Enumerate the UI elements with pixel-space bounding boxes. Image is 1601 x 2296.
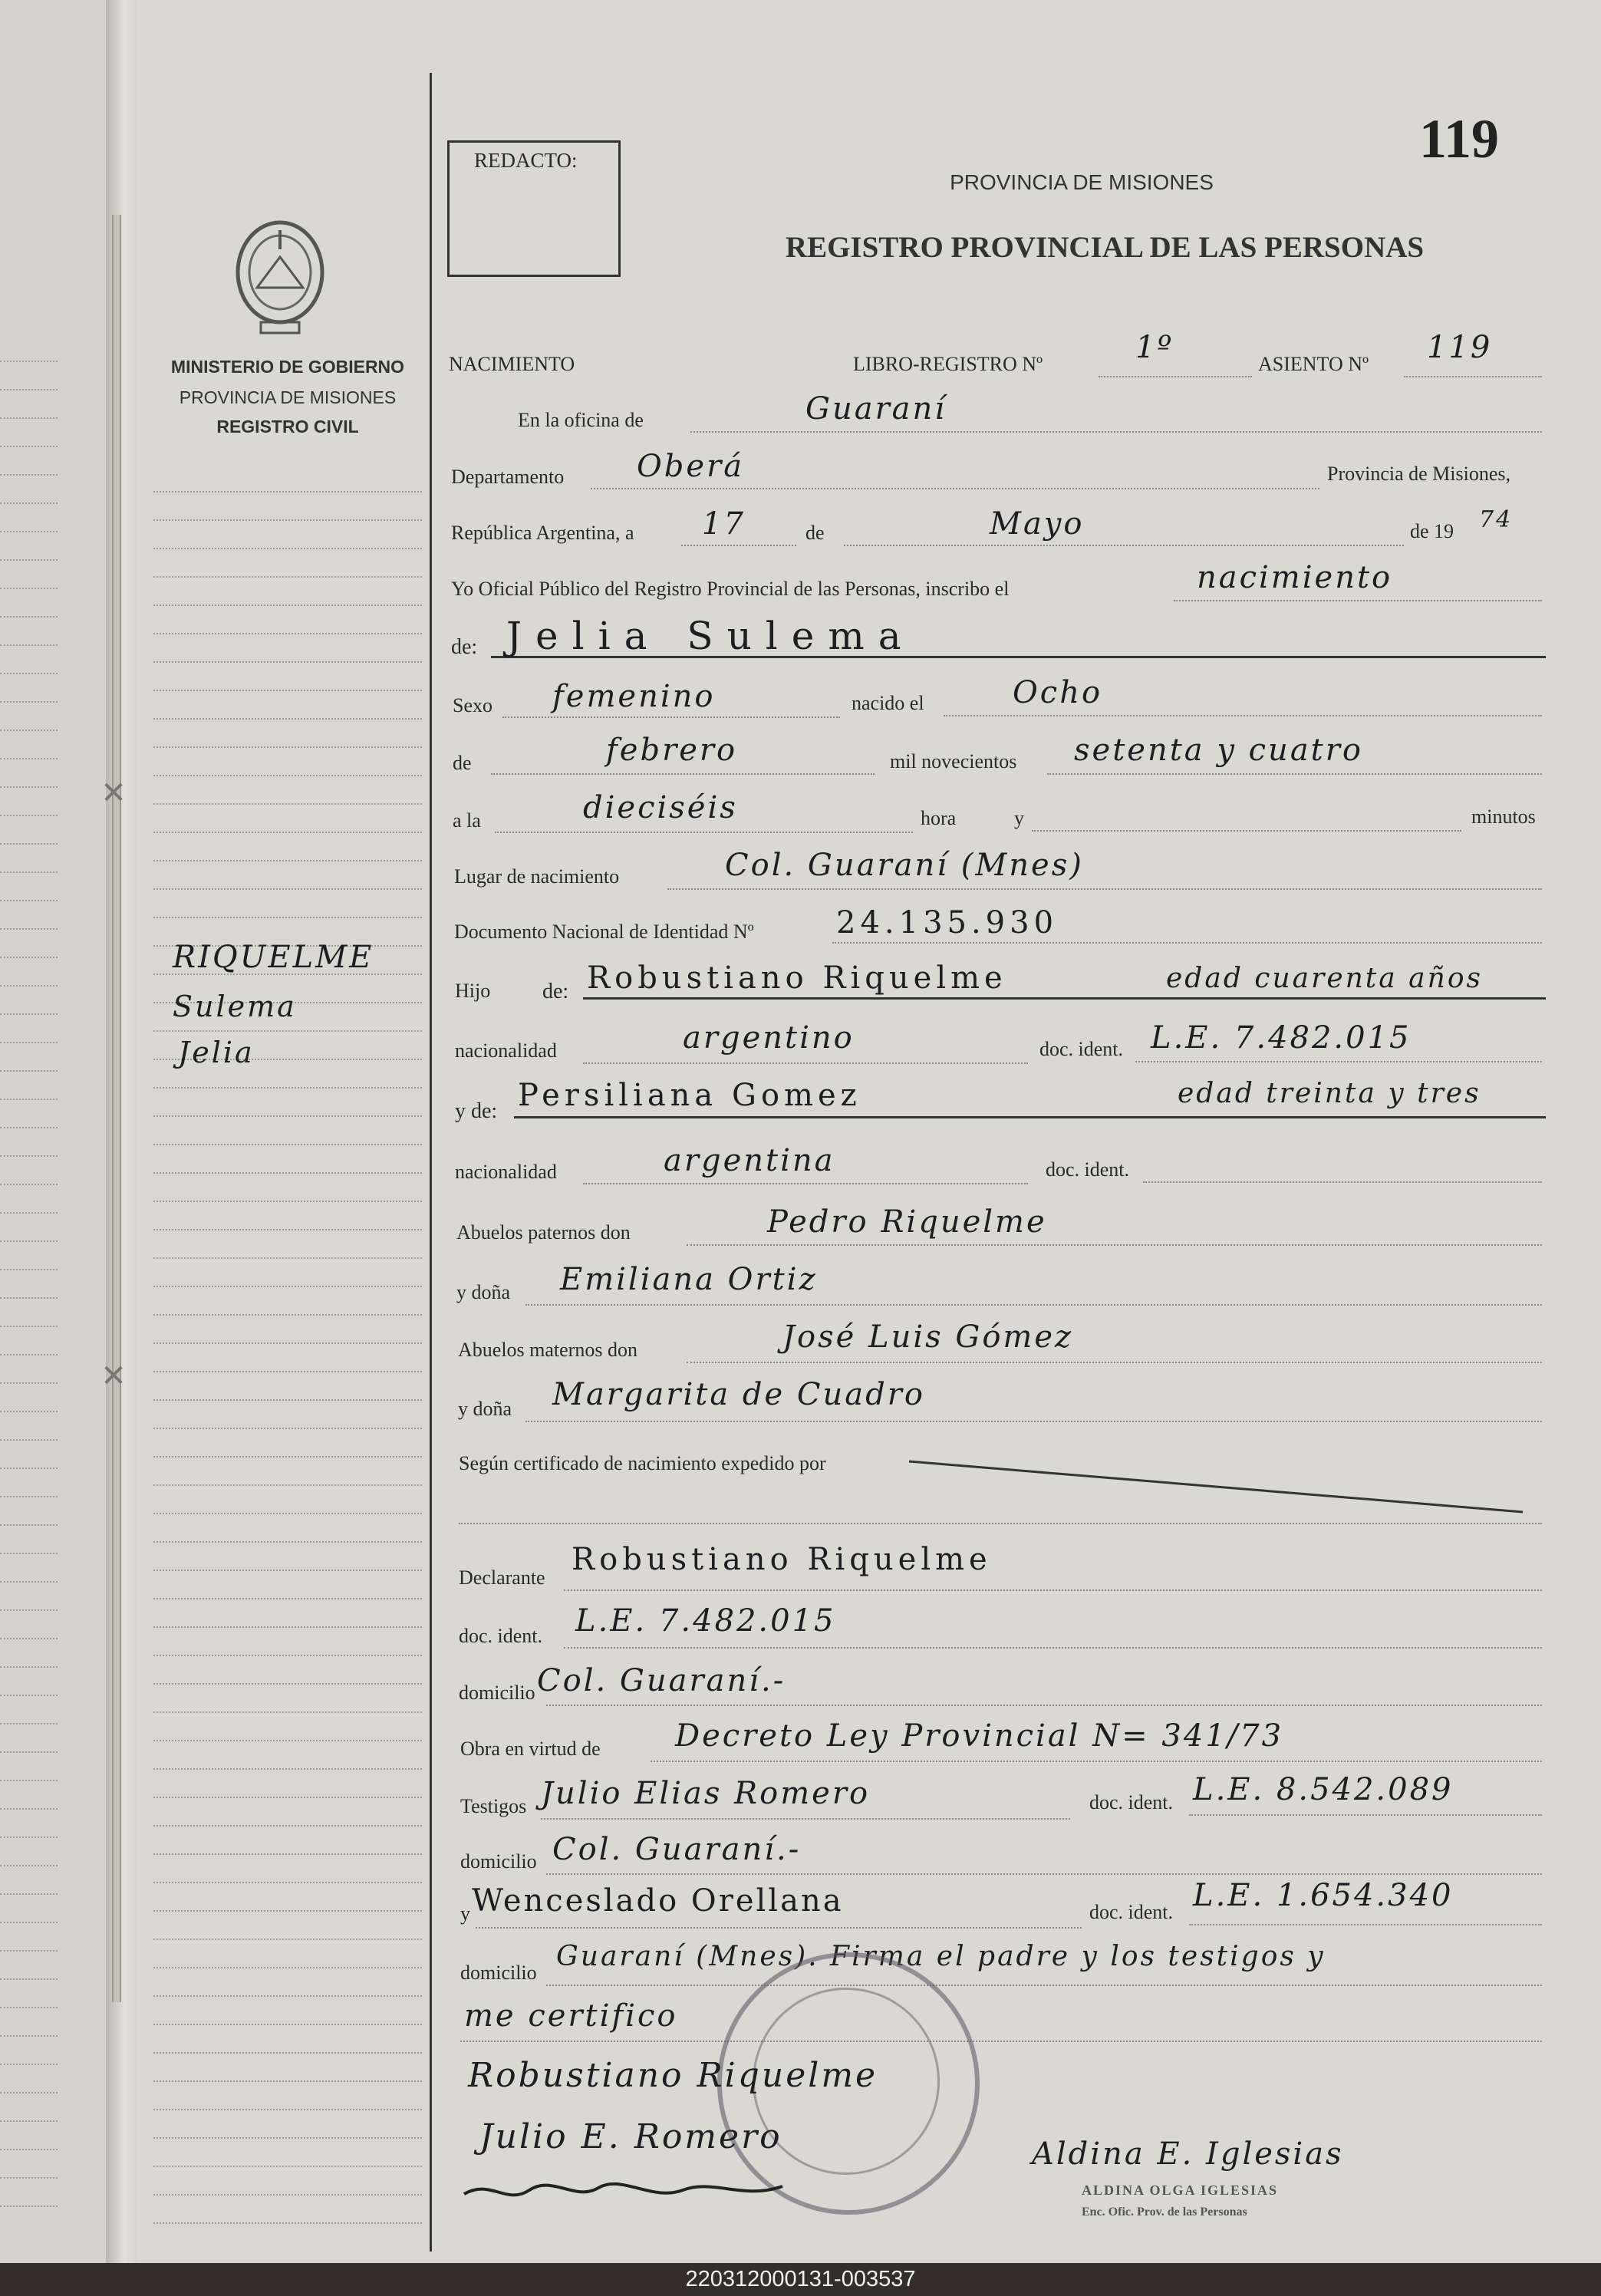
- asiento-value: 119: [1427, 330, 1493, 365]
- left-page-ruled-line: [0, 1070, 58, 1072]
- domicilio-t2-dots: [546, 1985, 1542, 1986]
- left-page-ruled-line: [0, 502, 58, 504]
- abuela-pat-value: Emiliana Ortiz: [560, 1262, 818, 1297]
- abuelo-mat-value: José Luis Gómez: [782, 1319, 1074, 1355]
- domicilio-t1-dots: [546, 1873, 1542, 1875]
- margin-ruled-line: [153, 1626, 422, 1628]
- declarante-label: Declarante: [459, 1566, 545, 1589]
- signature-witness: Julio E. Romero: [479, 2117, 782, 2156]
- hijo-de-label: de:: [542, 980, 569, 1003]
- margin-ruled-line: [153, 1030, 422, 1032]
- margin-ruled-line: [153, 2052, 422, 2054]
- binding-thread: [112, 215, 121, 2002]
- nacido-value: Ocho: [1013, 675, 1103, 710]
- sexo-label: Sexo: [453, 694, 492, 716]
- margin-ruled-line: [153, 1257, 422, 1259]
- margin-ruled-line: [153, 2194, 422, 2196]
- archive-id: 220312000131-003537: [0, 2263, 1601, 2296]
- binding-knot: ✕: [100, 776, 127, 810]
- doc-t2-dots: [1189, 1924, 1542, 1925]
- abuela-mat-value: Margarita de Cuadro: [552, 1377, 925, 1412]
- dni-value: 24.135.930: [836, 905, 1059, 940]
- margin-ruled-line: [153, 2109, 422, 2110]
- margin-surname: RIQUELME: [173, 940, 374, 975]
- left-page-ruled-line: [0, 1808, 58, 1810]
- oficina-label: En la oficina de: [518, 409, 644, 431]
- nombre-label: de:: [451, 635, 478, 659]
- doc-t2-label: doc. ident.: [1089, 1901, 1174, 1923]
- abuela-mat-label: y doña: [458, 1398, 512, 1420]
- margin-ruled-line: [153, 1939, 422, 1940]
- margin-ruled-line: [153, 1172, 422, 1174]
- certifico-value: me certifico: [464, 1998, 678, 2034]
- provincia-label: Provincia de Misiones,: [1327, 463, 1511, 485]
- left-page-ruled-line: [0, 1042, 58, 1043]
- left-page-ruled-line: [0, 1893, 58, 1895]
- asiento-dots: [1404, 376, 1542, 377]
- padre-edad: edad cuarenta años: [1166, 963, 1483, 994]
- y-de-label: y de:: [455, 1099, 498, 1123]
- margin-ruled-line: [153, 1314, 422, 1316]
- republica-label: República Argentina, a: [451, 522, 634, 544]
- left-page-ruled-line: [0, 1638, 58, 1639]
- left-page-ruled-line: [0, 985, 58, 987]
- lugar-label: Lugar de nacimiento: [454, 865, 620, 888]
- margin-ruled-line: [153, 1144, 422, 1145]
- coat-of-arms-icon: [230, 215, 330, 338]
- obra-label: Obra en virtud de: [460, 1738, 601, 1760]
- left-page-ruled-line: [0, 2149, 58, 2150]
- margin-ruled-line: [153, 888, 422, 890]
- hora-label: hora: [921, 807, 957, 829]
- doc-padre-dots: [1135, 1061, 1542, 1062]
- margin-ruled-line: [153, 1229, 422, 1230]
- madre-value: Persiliana Gomez: [518, 1078, 861, 1113]
- margin-ruled-line: [153, 2080, 422, 2082]
- margin-name2: Sulema: [173, 990, 297, 1023]
- padre-value: Robustiano Riquelme: [587, 960, 1007, 996]
- margin-ruled-line: [153, 917, 422, 918]
- de-label: de: [805, 522, 825, 544]
- mes-nac-value: febrero: [606, 733, 738, 768]
- abuela-mat-dots: [525, 1421, 1542, 1422]
- margin-ruled-line: [153, 1286, 422, 1287]
- mes-nac-dots: [491, 773, 875, 775]
- registry-title: REGISTRO PROVINCIAL DE LAS PERSONAS: [785, 231, 1425, 264]
- margin-ruled-line: [153, 633, 422, 634]
- left-page-ruled-line: [0, 1978, 58, 1980]
- declarante-value: Robustiano Riquelme: [572, 1542, 992, 1577]
- margin-ruled-line: [153, 718, 422, 720]
- testigo1-dots: [541, 1818, 1070, 1820]
- left-page-ruled-line: [0, 1581, 58, 1583]
- margin-ruled-line: [153, 2222, 422, 2224]
- minutos-label: minutos: [1471, 805, 1536, 828]
- y-label: y: [1014, 807, 1024, 829]
- left-page-ruled-line: [0, 1184, 58, 1185]
- left-page-ruled-line: [0, 1695, 58, 1696]
- margin-ruled-line: [153, 519, 422, 521]
- signature-official: Aldina E. Iglesias: [1032, 2136, 1344, 2172]
- margin-ruled-line: [153, 1456, 422, 1458]
- left-page-ruled-line: [0, 1666, 58, 1668]
- mes-dots: [844, 545, 1404, 546]
- hora-value: dieciséis: [583, 790, 738, 825]
- hora-dots: [495, 832, 913, 833]
- margin-ruled-line: [153, 1740, 422, 1741]
- left-page-ruled-line: [0, 871, 58, 873]
- margin-ruled-line: [153, 1995, 422, 1997]
- asiento-label: ASIENTO Nº: [1258, 353, 1369, 375]
- redacto-label: REDACTO:: [474, 149, 578, 172]
- left-page-ruled-line: [0, 1212, 58, 1214]
- domicilio-t2-label: domicilio: [460, 1962, 537, 1984]
- margin-ruled-line: [153, 548, 422, 549]
- margin-ruled-line: [153, 1115, 422, 1117]
- abuelo-mat-dots: [687, 1362, 1542, 1363]
- margin-ruled-line: [153, 1342, 422, 1344]
- segun-extra-dots: [459, 1523, 1542, 1524]
- margin-ruled-line: [153, 1910, 422, 1912]
- domicilio-t1-value: Col. Guaraní.-: [552, 1832, 802, 1867]
- departamento-dots: [591, 488, 1319, 489]
- left-page-ruled-line: [0, 815, 58, 816]
- doc-t1-label: doc. ident.: [1089, 1791, 1174, 1813]
- testigo1-value: Julio Elias Romero: [541, 1776, 871, 1811]
- left-page-ruled-line: [0, 1836, 58, 1838]
- margin-ruled-line: [153, 1967, 422, 1968]
- madre-edad: edad treinta y tres: [1178, 1078, 1481, 1109]
- domicilio-decl-label: domicilio: [459, 1682, 535, 1704]
- doc-madre-label: doc. ident.: [1046, 1158, 1130, 1181]
- margin-ruled-line: [153, 1797, 422, 1798]
- anio-value: 74: [1479, 506, 1514, 533]
- left-page-ruled-line: [0, 559, 58, 561]
- testigos-label: Testigos: [460, 1795, 527, 1817]
- doc-padre-value: L.E. 7.482.015: [1151, 1020, 1412, 1056]
- margin-ruled-line: [153, 1428, 422, 1429]
- nac-madre-dots: [583, 1183, 1028, 1184]
- left-page-ruled-line: [0, 900, 58, 901]
- margin-ruled-line: [153, 690, 422, 691]
- ministry-line1: MINISTERIO DE GOBIERNO: [170, 357, 405, 377]
- dni-dots: [832, 942, 1542, 944]
- domicilio-decl-dots: [546, 1705, 1542, 1706]
- left-page-ruled-line: [0, 616, 58, 618]
- padre-line: [583, 997, 1546, 1000]
- left-page-ruled-line: [0, 446, 58, 447]
- margin-ruled-line: [153, 1541, 422, 1543]
- margin-ruled-line: [153, 1853, 422, 1855]
- left-page-ruled-line: [0, 2120, 58, 2122]
- ministry-line3: REGISTRO CIVIL: [216, 417, 359, 436]
- left-page-ruled-line: [0, 1865, 58, 1866]
- mil-label: mil novecientos: [890, 750, 1017, 772]
- left-page-ruled-line: [0, 644, 58, 646]
- hijo-label: Hijo: [455, 980, 491, 1002]
- left-page-ruled-line: [0, 1269, 58, 1270]
- margin-ruled-line: [153, 775, 422, 776]
- anio-nac-value: setenta y cuatro: [1074, 733, 1363, 768]
- province-title: PROVINCIA DE MISIONES: [950, 170, 1214, 194]
- margin-ruled-line: [153, 1598, 422, 1599]
- obra-dots: [651, 1761, 1542, 1762]
- documento-label: Documento Nacional de Identidad Nº: [454, 921, 754, 943]
- lugar-value: Col. Guaraní (Mnes): [725, 848, 1084, 883]
- margin-ruled-line: [153, 1882, 422, 1883]
- left-page-ruled-line: [0, 1524, 58, 1526]
- mes-value: Mayo: [990, 506, 1085, 542]
- margin-ruled-line: [153, 803, 422, 805]
- margin-ruled-line: [153, 604, 422, 606]
- oficina-dots: [690, 431, 1542, 433]
- left-page-ruled-line: [0, 2205, 58, 2207]
- binding-knot: ✕: [100, 1359, 127, 1393]
- left-page-ruled-line: [0, 1127, 58, 1128]
- left-page-ruled-line: [0, 1099, 58, 1100]
- left-page-edge: [0, 0, 107, 2263]
- redacto-box: [447, 140, 621, 277]
- obra-value: Decreto Ley Provincial N= 341/73: [675, 1718, 1284, 1754]
- signature-scribble: [460, 2171, 844, 2209]
- nac-padre-value: argentino: [683, 1020, 855, 1056]
- departamento-value: Oberá: [637, 449, 745, 484]
- left-page-ruled-line: [0, 1553, 58, 1554]
- anio-label: de 19: [1410, 520, 1454, 542]
- abuelos-pat-label: Abuelos paternos don: [456, 1221, 631, 1244]
- margin-ruled-line: [153, 832, 422, 833]
- left-page-ruled-line: [0, 928, 58, 930]
- testigo2-value: Wenceslado Orellana: [472, 1883, 844, 1919]
- left-page-ruled-line: [0, 1326, 58, 1327]
- margin-ruled-line: [153, 1201, 422, 1202]
- left-page-ruled-line: [0, 1751, 58, 1753]
- margin-ruled-line: [153, 1825, 422, 1827]
- left-page-ruled-line: [0, 417, 58, 419]
- margin-ruled-line: [153, 860, 422, 861]
- nac-madre-value: argentina: [664, 1143, 835, 1178]
- doc-t1-value: L.E. 8.542.089: [1193, 1772, 1454, 1807]
- nac-padre-dots: [583, 1062, 1028, 1064]
- left-page-ruled-line: [0, 1609, 58, 1611]
- left-page-ruled-line: [0, 474, 58, 476]
- left-page-ruled-line: [0, 1013, 58, 1015]
- abuelos-mat-label: Abuelos maternos don: [458, 1339, 637, 1361]
- lugar-dots: [667, 888, 1542, 890]
- left-page-ruled-line: [0, 588, 58, 589]
- left-page-ruled-line: [0, 1297, 58, 1299]
- left-page-ruled-line: [0, 531, 58, 532]
- doc-t1-dots: [1189, 1814, 1542, 1816]
- margin-ruled-line: [153, 1570, 422, 1571]
- left-page-ruled-line: [0, 1468, 58, 1469]
- left-page-ruled-line: [0, 1496, 58, 1497]
- margin-ruled-line: [153, 576, 422, 578]
- signature-father: Robustiano Riquelme: [468, 2056, 878, 2095]
- left-page-ruled-line: [0, 730, 58, 731]
- margin-ruled-line: [153, 2166, 422, 2167]
- segun-label: Según certificado de nacimiento expedido por: [459, 1452, 826, 1474]
- left-page-ruled-line: [0, 1240, 58, 1242]
- doc-decl-dots: [564, 1647, 1542, 1649]
- left-page-ruled-line: [0, 1382, 58, 1384]
- doc-decl-value: L.E. 7.482.015: [575, 1603, 836, 1639]
- left-page-ruled-line: [0, 1780, 58, 1781]
- left-page-ruled-line: [0, 843, 58, 845]
- left-page-ruled-line: [0, 1922, 58, 1923]
- left-page-ruled-line: [0, 673, 58, 674]
- margin-ruled-line: [153, 1399, 422, 1401]
- inscribo-dots: [1174, 600, 1542, 601]
- left-page-ruled-line: [0, 2035, 58, 2037]
- ministry-line2: PROVINCIA DE MISIONES: [179, 387, 397, 407]
- official-stamp-name: ALDINA OLGA IGLESIAS: [1082, 2182, 1279, 2198]
- inscribo-value: nacimiento: [1197, 560, 1393, 595]
- dia-dots: [681, 545, 796, 546]
- left-page-ruled-line: [0, 758, 58, 759]
- left-page-ruled-line: [0, 1411, 58, 1412]
- page-number: 119: [1419, 108, 1500, 170]
- minutos-dots: [1032, 830, 1461, 832]
- left-page-ruled-line: [0, 1439, 58, 1441]
- segun-cancel-stroke: [909, 1454, 1546, 1515]
- anio-nac-dots: [1047, 773, 1542, 775]
- margin-ruled-line: [153, 1484, 422, 1486]
- left-page-ruled-line: [0, 2177, 58, 2179]
- libro-value: 1º: [1135, 330, 1174, 365]
- doc-t2-value: L.E. 1.654.340: [1193, 1878, 1454, 1913]
- nacido-dots: [944, 715, 1542, 716]
- nombre-value: Jelia Sulema: [506, 614, 915, 658]
- domicilio-decl-value: Col. Guaraní.-: [537, 1663, 786, 1698]
- dia-value: 17: [702, 506, 746, 542]
- a-la-label: a la: [453, 809, 481, 832]
- declarante-dots: [564, 1589, 1542, 1591]
- doc-padre-label: doc. ident.: [1039, 1038, 1124, 1060]
- certifico-dots: [460, 2041, 1542, 2042]
- abuela-pat-label: y doña: [456, 1281, 511, 1303]
- nac-madre-label: nacionalidad: [455, 1161, 557, 1183]
- nacido-label: nacido el: [852, 692, 924, 714]
- page-divider: [430, 73, 432, 2252]
- left-page-ruled-line: [0, 361, 58, 362]
- margin-ruled-line: [153, 1513, 422, 1514]
- margin-ruled-line: [153, 661, 422, 663]
- sexo-dots: [502, 716, 840, 718]
- margin-ruled-line: [153, 2137, 422, 2139]
- departamento-label: Departamento: [451, 466, 565, 488]
- left-page-ruled-line: [0, 957, 58, 958]
- oficina-value: Guaraní: [805, 391, 947, 427]
- left-page-ruled-line: [0, 2064, 58, 2065]
- left-page-ruled-line: [0, 389, 58, 390]
- left-page-ruled-line: [0, 786, 58, 788]
- testigo2-dots: [476, 1927, 1082, 1929]
- sexo-value: femenino: [552, 679, 716, 714]
- left-page-ruled-line: [0, 2092, 58, 2093]
- doc-decl-label: doc. ident.: [459, 1625, 543, 1647]
- margin-ruled-line: [153, 2024, 422, 2025]
- left-page-ruled-line: [0, 2007, 58, 2008]
- margin-ruled-line: [153, 1711, 422, 1713]
- left-page-ruled-line: [0, 1950, 58, 1952]
- abuela-pat-dots: [525, 1304, 1542, 1306]
- book-gutter: [106, 0, 137, 2263]
- de2-label: de: [453, 752, 472, 774]
- abuelo-pat-dots: [687, 1244, 1542, 1246]
- margin-name1: Jelia: [178, 1036, 255, 1069]
- madre-line: [514, 1116, 1546, 1118]
- margin-ruled-line: [153, 1371, 422, 1372]
- margin-ruled-line: [153, 1655, 422, 1656]
- abuelo-pat-value: Pedro Riquelme: [767, 1204, 1047, 1240]
- margin-ruled-line: [153, 491, 422, 492]
- libro-label: LIBRO-REGISTRO Nº: [853, 353, 1043, 375]
- oficial-label: Yo Oficial Público del Registro Provincial de las Personas, inscribo el: [451, 578, 1010, 600]
- margin-ruled-line: [153, 746, 422, 748]
- left-page-ruled-line: [0, 1354, 58, 1356]
- margin-ruled-line: [153, 1683, 422, 1685]
- official-stamp-title: Enc. Ofic. Prov. de las Personas: [1082, 2205, 1247, 2219]
- margin-ruled-line: [153, 1768, 422, 1770]
- domicilio-t2-value: Guaraní (Mnes). Firma el padre y los testigos y: [556, 1941, 1326, 1972]
- left-page-ruled-line: [0, 701, 58, 703]
- y-witness-label: y: [460, 1902, 470, 1925]
- domicilio-t1-label: domicilio: [460, 1850, 537, 1873]
- left-page-ruled-line: [0, 1155, 58, 1157]
- margin-ruled-line: [153, 1087, 422, 1089]
- doc-madre-dots: [1143, 1181, 1542, 1183]
- libro-dots: [1099, 376, 1252, 377]
- left-page-ruled-line: [0, 1723, 58, 1724]
- nacimiento-label: NACIMIENTO: [449, 353, 575, 375]
- nac-padre-label: nacionalidad: [455, 1039, 557, 1062]
